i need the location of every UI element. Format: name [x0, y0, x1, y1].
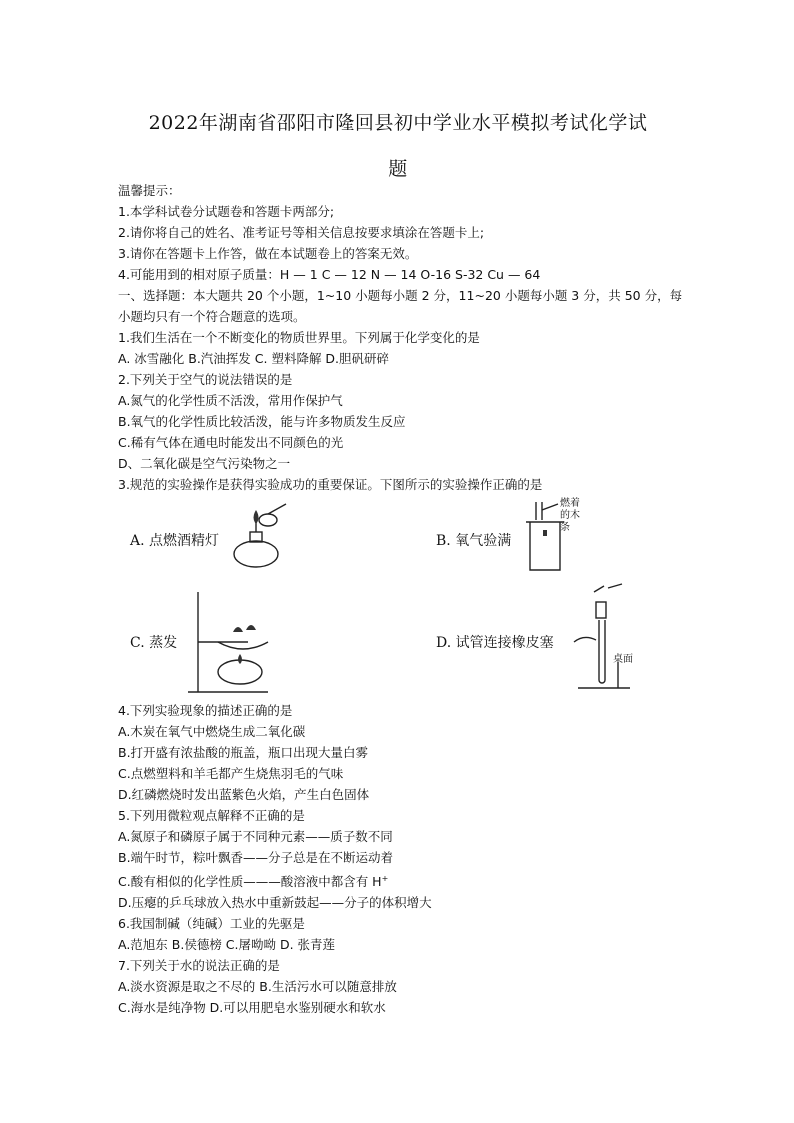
test-tube-icon [574, 584, 630, 688]
question-option [118, 868, 688, 892]
superscript-plus: + [381, 874, 389, 883]
title-line-2: 题 [388, 158, 408, 180]
question-option: A.木炭在氧气中燃烧生成二氧化碳 [118, 724, 306, 739]
evaporation-setup-icon [188, 592, 268, 692]
figure-note-burning-stick: 燃着的木条 [560, 498, 580, 533]
question-option: A.淡水资源是取之不尽的 B.生活污水可以随意排放 [118, 979, 397, 995]
notice-item: 4.可能用到的相对原子质量：H — 1 C — 12 N — 14 O-16 S-32 Cu — 64 [118, 267, 541, 282]
notice-item: 3.请你在答题卡上作答，做在本试题卷上的答案无效。 [118, 246, 418, 261]
figure-label-d: D. 试管连接橡皮塞 [436, 635, 554, 651]
question-stem: 7.下列关于水的说法正确的是 [118, 958, 280, 974]
figure-drawings [118, 492, 678, 700]
figure-note-table: 桌面 [613, 654, 633, 665]
question-option: B.端午时节，粽叶飘香——分子总是在不断运动着 [118, 850, 394, 865]
experiment-figure [118, 492, 678, 700]
title-line-1: 2022年湖南省邵阳市隆回县初中学业水平模拟考试化学试 [148, 112, 648, 134]
question-stem: 2.下列关于空气的说法错误的是 [118, 372, 293, 387]
question-stem: 6.我国制碱（纯碱）工业的先驱是 [118, 916, 305, 932]
figure-label-a: A. 点燃酒精灯 [130, 533, 220, 549]
question-option: B.氧气的化学性质比较活泼，能与许多物质发生反应 [118, 414, 406, 429]
question-option: A.范旭东 B.侯德榜 C.屠呦呦 D. 张青莲 [118, 937, 336, 953]
notice-item: 1.本学科试卷分试题卷和答题卡两部分; [118, 204, 335, 219]
question-stem: 5.下列用微粒观点解释不正确的是 [118, 808, 305, 823]
figure-label-b: B. 氧气验满 [436, 533, 512, 549]
gas-bottle-icon [526, 502, 564, 570]
question-option: D.压瘪的乒乓球放入热水中重新鼓起——分子的体积增大 [118, 895, 432, 911]
question-option: C.海水是纯净物 D.可以用肥皂水鉴别硬水和软水 [118, 1000, 386, 1016]
question-option: D.红磷燃烧时发出蓝紫色火焰，产生白色固体 [118, 787, 370, 802]
question-option: A.氮原子和磷原子属于不同种元素——质子数不同 [118, 829, 393, 844]
question-option: A. 冰雪融化 B.汽油挥发 C. 塑料降解 D.胆矾研碎 [118, 351, 390, 366]
option-text: C.酸有相似的化学性质———酸溶液中都含有 H [118, 874, 382, 890]
question-option: C.点燃塑料和羊毛都产生烧焦羽毛的气味 [118, 766, 344, 781]
question-option: B.打开盛有浓盐酸的瓶盖，瓶口出现大量白雾 [118, 745, 369, 760]
question-stem: 1.我们生活在一个不断变化的物质世界里。下列属于化学变化的是 [118, 330, 480, 345]
figure-label-c: C. 蒸发 [130, 635, 178, 651]
document-title [118, 100, 678, 192]
question-stem: 4.下列实验现象的描述正确的是 [118, 703, 293, 718]
notice-and-questions-top [118, 180, 688, 495]
question-stem: 3.规范的实验操作是获得实验成功的重要保证。下图所示的实验操作正确的是 [118, 477, 543, 492]
notice-item: 2.请你将自己的姓名、准考证号等相关信息按要求填涂在答题卡上; [118, 225, 485, 240]
question-option: A.氮气的化学性质不活泼，常用作保护气 [118, 393, 343, 408]
questions-bottom [118, 700, 688, 1018]
section-heading: 一、选择题：本大题共 20 个小题，1~10 小题每小题 2 分，11~20 小题每小题 3 分，共 50 分，每小题均只有一个符合题意的选项。 [118, 288, 683, 324]
question-option: D、二氧化碳是空气污染物之一 [118, 456, 291, 471]
alcohol-lamp-icon [234, 504, 286, 567]
question-option: C.稀有气体在通电时能发出不同颜色的光 [118, 435, 344, 450]
notice-heading: 温馨提示： [118, 183, 181, 198]
